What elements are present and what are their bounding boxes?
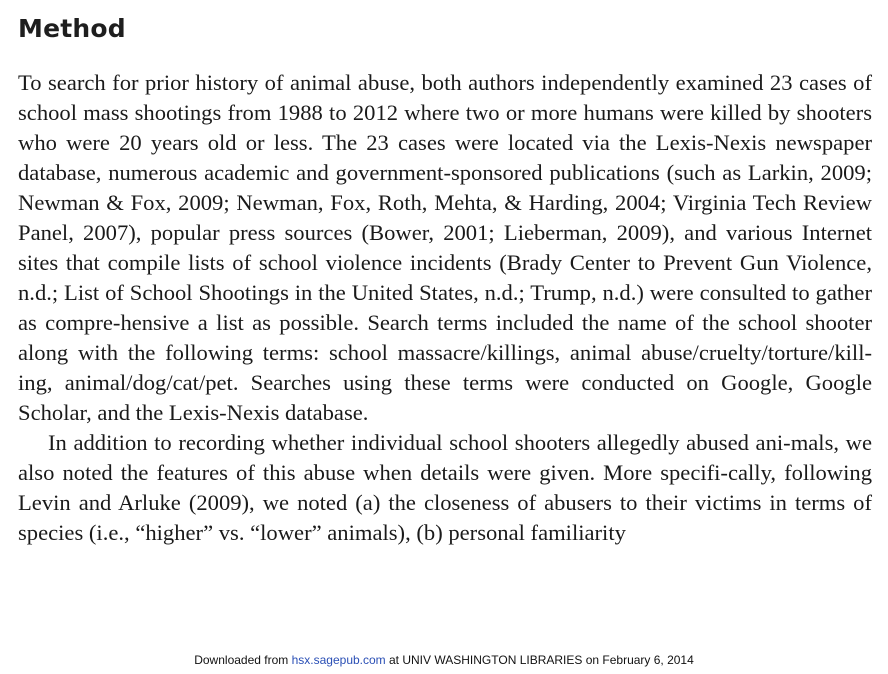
- paragraph-1: [18, 68, 872, 428]
- paragraph-2: [18, 428, 872, 548]
- text-line: Mehta, & Harding, 2004; Virginia Tech Review Panel, 2007), popular press sources: [18, 190, 873, 245]
- footer-suffix: at UNIV WASHINGTON LIBRARIES on February 6, 2014: [385, 653, 694, 667]
- download-footer: [0, 653, 888, 667]
- text-line: To search for prior history of animal abuse, both authors independently examined 23: [18, 70, 793, 95]
- footer-prefix: Downloaded from: [194, 653, 292, 667]
- publisher-link[interactable]: hsx.sagepub.com: [291, 653, 386, 667]
- text-line: Lexis-Nexis newspaper database, numerous academic and government-sponsored: [18, 130, 872, 185]
- article-body: [18, 68, 872, 548]
- text-line: cally, following Levin and Arluke (2009), we noted (a) the closeness of abusers to their: [18, 460, 872, 515]
- text-line: publications (such as Larkin, 2009; Newman & Fox, 2009; Newman, Fox, Roth,: [18, 160, 872, 215]
- text-line: Shootings in the United States, n.d.; Trump, n.d.) were consulted to gather as compre-: [18, 280, 872, 335]
- text-line: victims in terms of species (i.e., “higher” vs. “lower” animals), (b) personal familiarity: [18, 490, 873, 545]
- section-heading-method: Method: [18, 14, 126, 43]
- text-line: Google Scholar, and the Lexis-Nexis database.: [18, 370, 872, 425]
- text-line: (Bower, 2001; Lieberman, 2009), and various Internet sites that compile lists of school: [18, 220, 873, 275]
- text-line: mals, we also noted the features of this abuse when details were given. More specifi-: [18, 430, 872, 485]
- text-line: In addition to recording whether individual school shooters allegedly abused ani-: [48, 430, 791, 455]
- text-line: violence incidents (Brady Center to Prevent Gun Violence, n.d.; List of School: [18, 250, 872, 305]
- text-line: hensive a list as possible. Search terms included the name of the school shooter along: [18, 310, 872, 365]
- text-line: cases of school mass shootings from 1988 to 2012 where two or more humans were: [18, 70, 872, 125]
- text-line: killed by shooters who were 20 years old or less. The 23 cases were located via the: [18, 100, 872, 155]
- text-line: ing, animal/dog/cat/pet. Searches using these terms were conducted on Google,: [18, 370, 794, 395]
- text-line: with the following terms: school massacre/killings, animal abuse/cruelty/torture/kill-: [77, 340, 872, 365]
